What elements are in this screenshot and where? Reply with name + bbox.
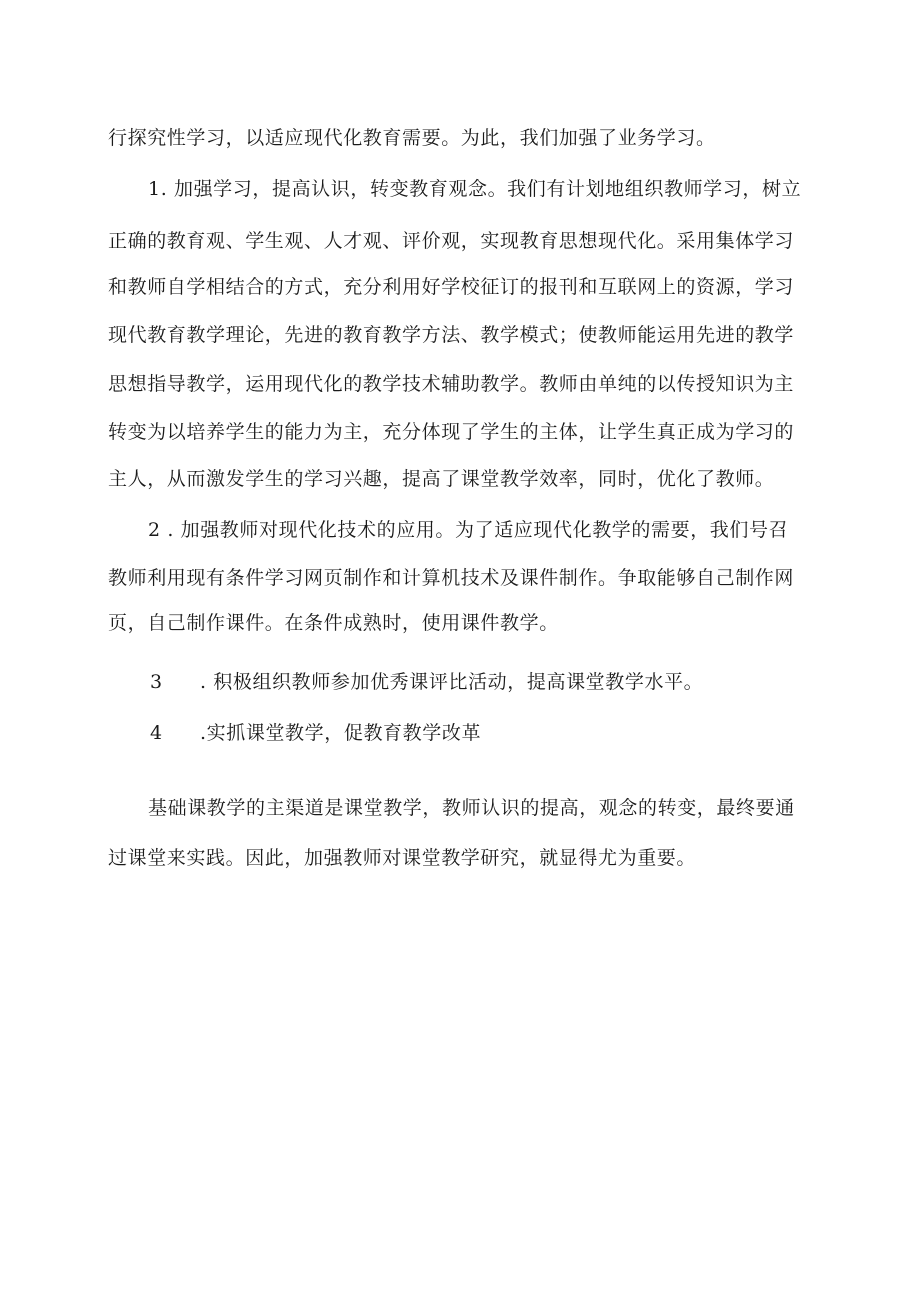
paragraph-line: 基础课教学的主渠道是课堂教学，教师认识的提高，观念的转变，最终要通 <box>148 797 795 819</box>
paragraph-line: 主人，从而激发学生的学习兴趣，提高了课堂教学效率，同时，优化了教师。 <box>108 468 775 490</box>
paragraph-line: 教师利用现有条件学习网页制作和计算机技术及课件制作。争取能够自己制作网 <box>108 567 795 589</box>
paragraph-line: 行探究性学习，以适应现代化教育需要。为此，我们加强了业务学习。 <box>108 127 716 149</box>
paragraph-line: 页，自己制作课件。在条件成熟时，使用课件教学。 <box>108 612 559 634</box>
paragraph-line: 转变为以培养学生的能力为主，充分体现了学生的主体，让学生真正成为学习的 <box>108 421 795 443</box>
paragraph-line: 和教师自学相结合的方式，充分利用好学校征订的报刊和互联网上的资源，学习 <box>108 276 795 298</box>
item-2-line: 2 . 加强教师对现代化技术的应用。为了适应现代化教学的需要，我们号召 <box>148 519 789 541</box>
item-3-number: 3 <box>150 671 163 693</box>
item-4-text: .实抓课堂教学，促教育教学改革 <box>200 722 482 744</box>
item-3-text: . 积极组织教师参加优秀课评比活动，提高课堂教学水平。 <box>200 671 704 693</box>
paragraph-line: 现代教育教学理论，先进的教育教学方法、教学模式；使教师能运用先进的教学 <box>108 324 795 346</box>
paragraph-line: 过课堂来实践。因此，加强教师对课堂教学研究，就显得尤为重要。 <box>108 847 697 869</box>
item-4-number: 4 <box>150 722 163 744</box>
item-1-line: 1. 加强学习，提高认识，转变教育观念。我们有计划地组织教师学习，树立 <box>148 178 802 200</box>
paragraph-line: 思想指导教学，运用现代化的教学技术辅助教学。教师由单纯的以传授知识为主 <box>108 373 795 395</box>
paragraph-line: 正确的教育观、学生观、人才观、评价观，实现教育思想现代化。采用集体学习 <box>108 230 795 252</box>
